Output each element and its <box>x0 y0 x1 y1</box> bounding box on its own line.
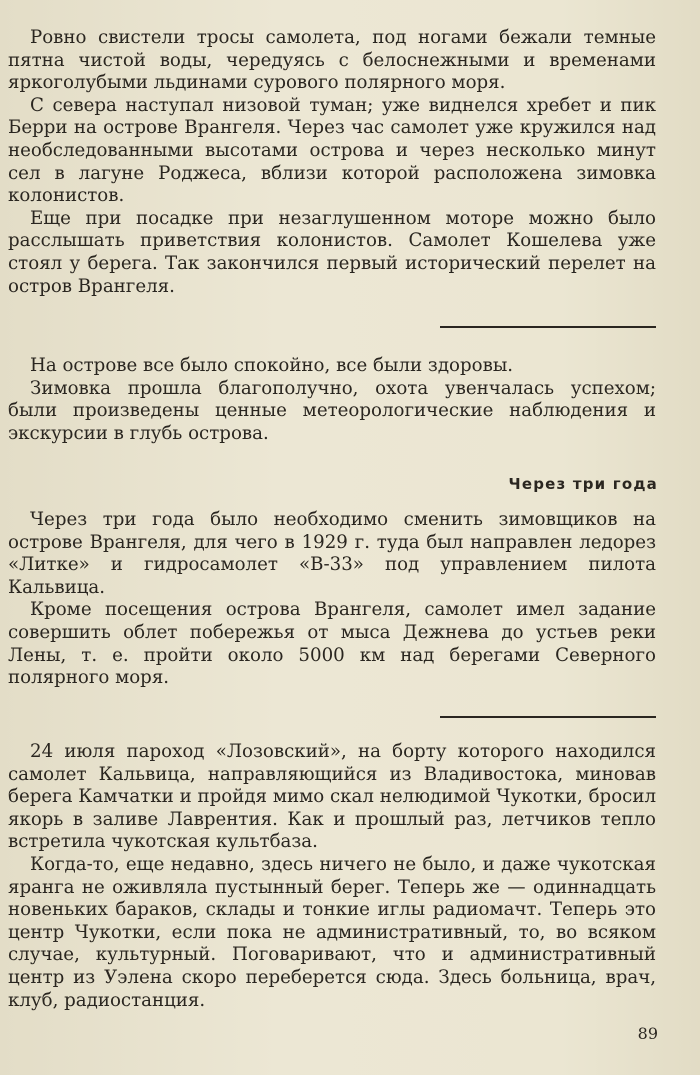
paragraph: С севера наступал низовой туман; уже виднелся хребет и пик Берри на острове Врангеля. Через час самолет уже кружился над необследованными высотами острова и через несколько минут сел в лагуне Роджеса, вблизи которой расположена зимовка колонистов. <box>8 94 656 207</box>
paragraph: Ровно свистели тросы самолета, под ногами бежали темные пятна чистой воды, чередуясь с белоснежными и временами яркоголубыми льдинами сурового полярного моря. <box>8 27 656 94</box>
section-heading: Через три года <box>508 475 658 493</box>
paragraph: Когда-то, еще недавно, здесь ничего не было, и даже чукотская яранга не оживляла пустынный берег. Теперь же — одиннадцать новеньких бараков, склады и тонкие иглы радиомачт. Теперь это центр Чукотки, если пока не административный, то, во всяком случае, культурный. Поговаривают, что и административный центр из Уэлена скоро переберется сюда. Здесь больница, врач, клуб, радиостанция. <box>8 853 656 1011</box>
text-block-three-years-later <box>8 509 656 690</box>
page-number: 89 <box>637 1024 658 1043</box>
section-divider <box>440 716 656 718</box>
paragraph: Через три года было необходимо сменить зимовщиков на острове Врангеля, для чего в 1929 г. туда был направлен ледорез «Литке» и гидросамолет «В-33» под управлением пилота Кальвица. <box>8 509 656 598</box>
paragraph: Кроме посещения острова Врангеля, самолет имел задание совершить облет побережья от мыса Дежнева до устьев реки Лены, т. е. пройти около 5000 км над берегами Северного полярного моря. <box>8 599 656 689</box>
section-divider <box>440 326 656 328</box>
text-block-flight-to-wrangel <box>8 27 656 298</box>
paragraph: Еще при посадке при незаглушенном моторе можно было расслышать приветствия колонистов. Самолет Кошелева уже стоял у берега. Так закончился первый исторический перелет на остров Врангеля. <box>8 207 656 297</box>
paragraph: 24 июля пароход «Лозовский», на борту которого находился самолет Кальвица, направляющийся из Владивостока, миновав берега Камчатки и пройдя мимо скал нелюдимой Чукотки, бросил якорь в заливе Лаврентия. Как и прошлый раз, летчиков тепло встретила чукотская культбаза. <box>8 741 656 853</box>
text-block-island-status <box>8 355 656 445</box>
text-block-lozovsky-voyage <box>8 741 656 1012</box>
paragraph: На острове все было спокойно, все были здоровы. <box>30 355 514 376</box>
paragraph: Зимовка прошла благополучно, охота увенчалась успехом; были произведены ценные метеорологические наблюдения и экскурсии в глубь острова. <box>8 377 656 444</box>
